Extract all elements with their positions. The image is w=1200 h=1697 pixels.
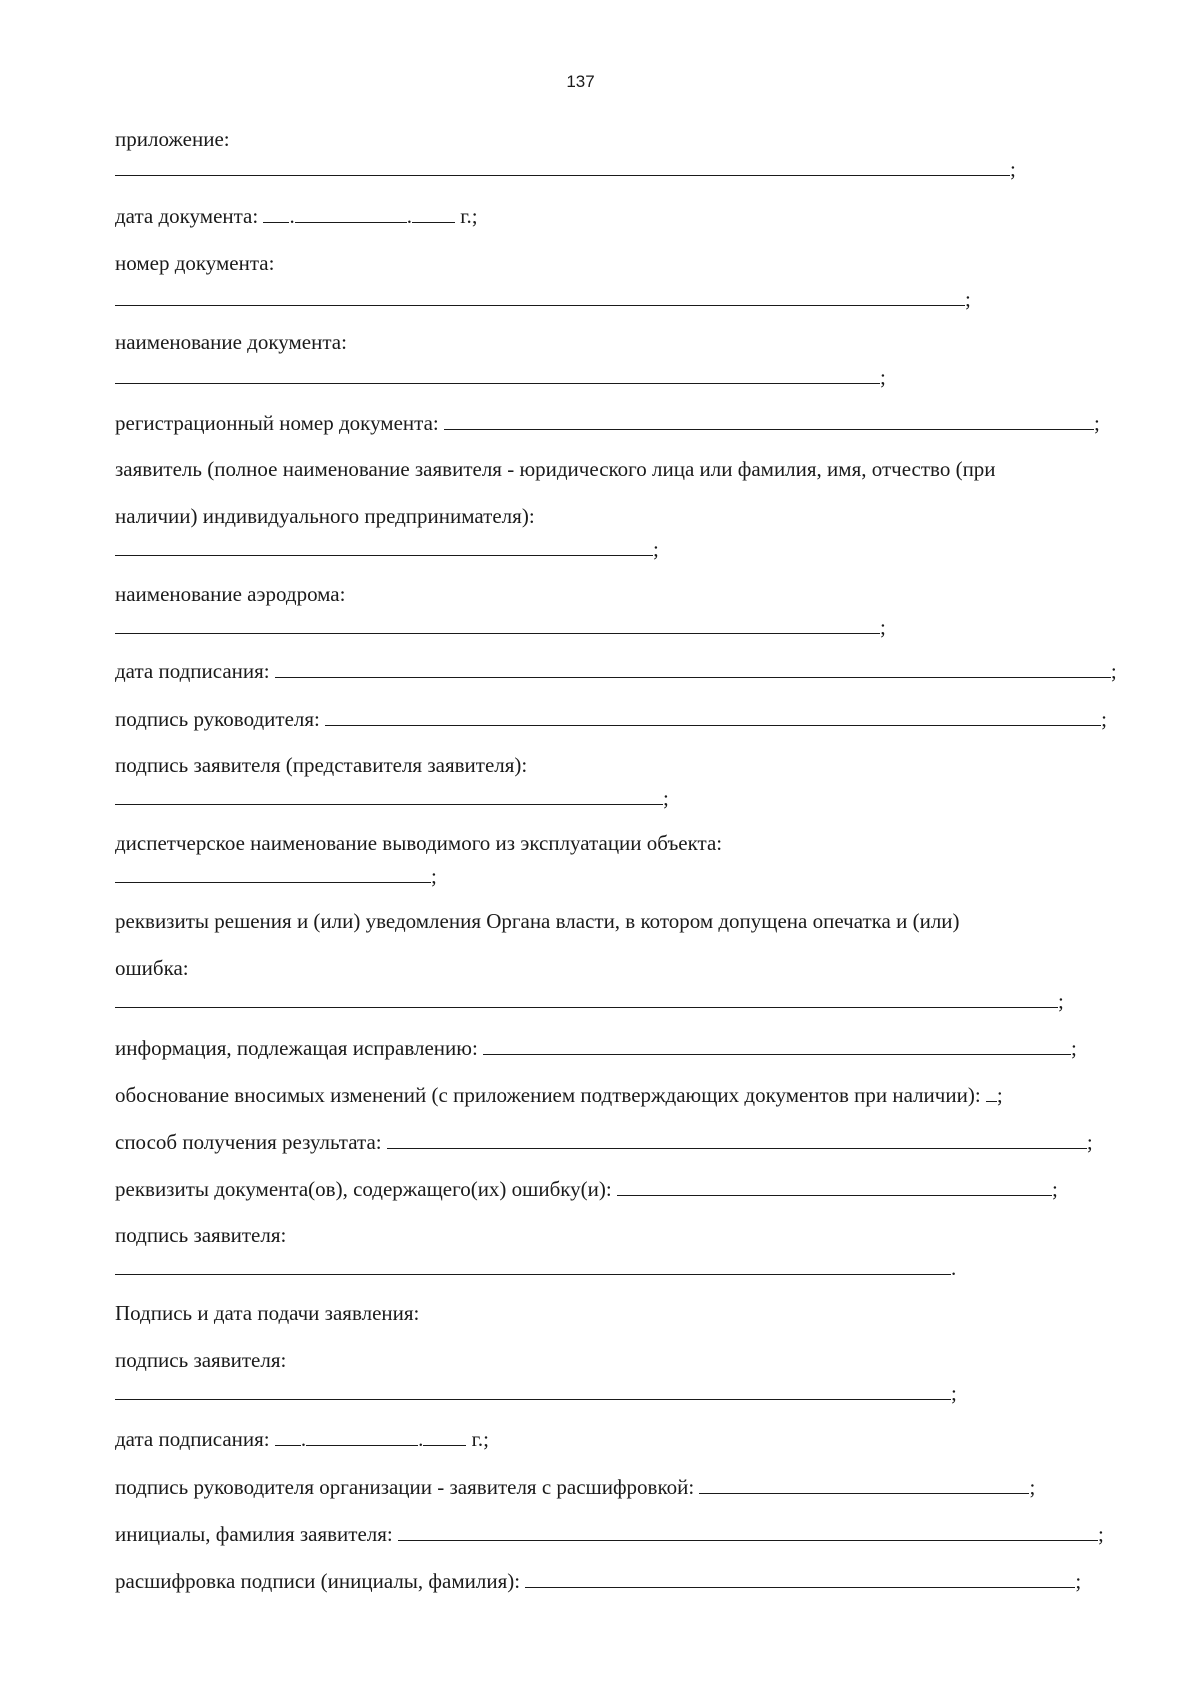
applicant-blank[interactable]	[115, 534, 653, 556]
decoding-field[interactable]: расшифровка подписи (инициалы, фамилия): ;	[115, 1566, 1081, 1594]
result-method-blank[interactable]	[387, 1127, 1087, 1149]
error-doc-details-field[interactable]: реквизиты документа(ов), содержащего(их) ошибку(и): ;	[115, 1174, 1058, 1202]
sign-date-field[interactable]: дата подписания: ;	[115, 656, 1117, 684]
doc-name-label: наименование документа:	[115, 330, 347, 354]
doc-number-blank[interactable]	[115, 284, 965, 306]
submission-head-signature-blank[interactable]	[699, 1472, 1029, 1494]
attachment-blank[interactable]	[115, 154, 1010, 176]
applicant-label-line1: заявитель (полное наименование заявителя - юридического лица или фамилия, имя, отчество (при	[115, 457, 996, 481]
aerodrome-label: наименование аэродрома:	[115, 582, 346, 606]
applicant-field[interactable]: ;	[115, 534, 659, 562]
aerodrome-field[interactable]: ;	[115, 612, 886, 640]
submission-signature-label: подпись заявителя:	[115, 1348, 287, 1372]
reg-number-field[interactable]: регистрационный номер документа: ;	[115, 408, 1100, 436]
submission-signature-field[interactable]: ;	[115, 1378, 957, 1406]
applicant-signature2-blank[interactable]	[115, 1253, 951, 1275]
submission-heading: Подпись и дата подачи заявления:	[115, 1301, 420, 1325]
doc-name-blank[interactable]	[115, 362, 880, 384]
doc-name-field[interactable]: ;	[115, 362, 886, 390]
initials-field[interactable]: инициалы, фамилия заявителя: ;	[115, 1519, 1104, 1547]
info-to-fix-field[interactable]: информация, подлежащая исправлению: ;	[115, 1033, 1077, 1061]
decision-details-blank[interactable]	[115, 986, 1058, 1008]
dispatch-name-label: диспетчерское наименование выводимого из эксплуатации объекта:	[115, 831, 723, 855]
applicant-signature2-label: подпись заявителя:	[115, 1223, 287, 1247]
aerodrome-blank[interactable]	[115, 612, 880, 634]
decision-details-field[interactable]: ;	[115, 986, 1064, 1014]
reg-number-blank[interactable]	[444, 408, 1094, 430]
doc-date-field[interactable]: дата документа: . . г.;	[115, 201, 478, 229]
info-to-fix-blank[interactable]	[483, 1033, 1071, 1055]
decision-details-label-line1: реквизиты решения и (или) уведомления Органа власти, в котором допущена опечатка и (или)	[115, 909, 960, 933]
applicant-label-line2: наличии) индивидуального предпринимателя):	[115, 504, 535, 528]
head-signature-blank[interactable]	[325, 704, 1101, 726]
submission-date-year-blank[interactable]	[423, 1424, 466, 1446]
doc-date-year-blank[interactable]	[412, 201, 455, 223]
result-method-field[interactable]: способ получения результата: ;	[115, 1127, 1093, 1155]
initials-blank[interactable]	[398, 1519, 1098, 1541]
dispatch-name-field[interactable]: ;	[115, 861, 437, 889]
submission-head-signature-field[interactable]: подпись руководителя организации - заявителя с расшифровкой: ;	[115, 1472, 1035, 1500]
applicant-signature2-field[interactable]: .	[115, 1253, 956, 1281]
dispatch-name-blank[interactable]	[115, 861, 431, 883]
doc-date-day-blank[interactable]	[263, 201, 289, 223]
submission-date-day-blank[interactable]	[275, 1424, 301, 1446]
submission-date-month-blank[interactable]	[306, 1424, 418, 1446]
page-number: 137	[566, 72, 595, 91]
applicant-signature-blank[interactable]	[115, 783, 663, 805]
applicant-signature-label: подпись заявителя (представителя заявителя):	[115, 753, 528, 777]
submission-date-field[interactable]: дата подписания: . . г.;	[115, 1424, 489, 1452]
decision-details-label-line2: ошибка:	[115, 956, 189, 980]
doc-date-month-blank[interactable]	[295, 201, 407, 223]
error-doc-details-blank[interactable]	[617, 1174, 1052, 1196]
doc-number-field[interactable]: ;	[115, 284, 971, 312]
decoding-blank[interactable]	[525, 1566, 1075, 1588]
attachment-field[interactable]: ;	[115, 154, 1016, 182]
applicant-signature-field[interactable]: ;	[115, 783, 669, 811]
submission-signature-blank[interactable]	[115, 1378, 951, 1400]
attachment-label: приложение:	[115, 127, 230, 151]
sign-date-blank[interactable]	[275, 656, 1111, 678]
doc-number-label: номер документа:	[115, 251, 275, 275]
justification-blank[interactable]	[986, 1080, 997, 1102]
head-signature-field[interactable]: подпись руководителя: ;	[115, 704, 1107, 732]
justification-field[interactable]: обоснование вносимых изменений (с приложением подтверждающих документов при наличии): ;	[115, 1080, 1003, 1108]
